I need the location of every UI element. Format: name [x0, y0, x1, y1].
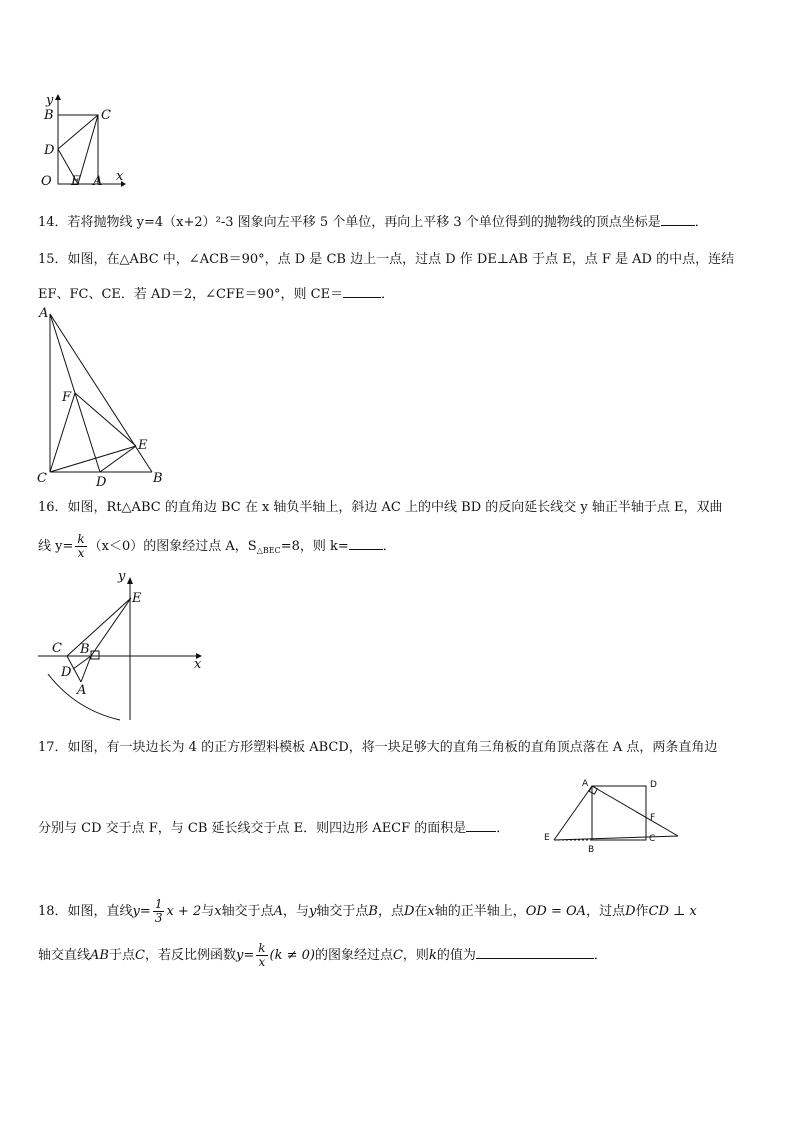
q13-label-A: A — [93, 174, 103, 189]
question-16-line2: 线 y= $\frac{k}{x}$ （x＜0）的图象经过点 A，$S_{\triangle BEC}=8$，则 k= ． — [38, 532, 396, 560]
q13-label-y: y — [46, 93, 54, 108]
q16-fraction: $\frac{k}{x}$ — [77, 532, 85, 560]
q17-answer-blank[interactable] — [466, 819, 496, 832]
question-17-line1: 17．如图，有一块边长为 4 的正方形塑料模板 ABCD，将一块足够大的直角三角板的直角顶点落在 A 点，两条直角边 — [38, 740, 718, 755]
question-17-line2: 分别与 CD 交于点 F，与 CB 延长线交于点 E．则四边形 AECF 的面积是 ． — [38, 821, 510, 836]
question-15-line1: 15．如图，在△ABC 中，∠ACB＝90°，点 D 是 CB 边上一点，过点 D 作 DE⊥AB 于点 E，点 F 是 AD 的中点，连结 — [38, 252, 735, 267]
q17-label-F: F — [650, 813, 656, 823]
q16-label-C: C — [52, 641, 62, 656]
q13-label-B: B — [44, 108, 54, 123]
q13-figure — [36, 92, 136, 192]
q16-label-D: D — [61, 665, 72, 680]
q17-label-A: A — [582, 779, 589, 789]
q16-label-B: B — [80, 642, 90, 657]
q18-fraction-2: $\frac{k}{x}$ — [258, 941, 266, 969]
q15-label-B: B — [153, 471, 163, 486]
q13-label-O: O — [41, 174, 52, 189]
q14-answer-blank[interactable] — [661, 213, 695, 226]
q13-label-E: E — [71, 174, 81, 189]
q17-label-B: B — [588, 845, 595, 855]
q16-label-E: E — [132, 591, 142, 606]
q18-answer-blank[interactable] — [476, 946, 594, 959]
q14-text: 14．若将抛物线 y=4（x+2）²-3 图象向左平移 5 个单位，再向上平移 3 个单位得到的抛物线的顶点坐标是 — [38, 215, 661, 230]
q15-label-C: C — [37, 471, 47, 486]
q13-label-D: D — [44, 143, 55, 158]
q13-label-C: C — [101, 108, 111, 123]
q17-figure — [536, 774, 686, 854]
question-18-line2: 轴交直线AB于点C，若反比例函数y= $\frac{k}{x}$ (k ≠ 0)的图象经过点C，则k的值为 ． — [38, 941, 607, 969]
question-18-line1: 18．如图，直线y= $\frac{1}{3}$ x + 2与x轴交于点A，与y轴交于点B，点D在x轴的正半轴上，OD = OA，过点D作CD ⊥ x — [38, 897, 697, 925]
q18-fraction: $\frac{1}{3}$ — [154, 897, 163, 925]
q15-figure — [36, 306, 176, 490]
q17-label-D: D — [650, 780, 657, 790]
q16-answer-blank[interactable] — [349, 537, 383, 550]
q15-answer-blank[interactable] — [343, 285, 381, 298]
question-15-line2: EF、FC、CE．若 AD＝2，∠CFE＝90°，则 CE＝ ． — [38, 287, 395, 302]
q15-label-F: F — [62, 390, 72, 405]
q17-label-C: C — [649, 834, 656, 844]
q16-label-x: x — [194, 657, 202, 672]
question-16-line1: 16．如图，Rt△ABC 的直角边 BC 在 x 轴负半轴上，斜边 AC 上的中线 BD 的反向延长线交 y 轴正半轴于点 E，双曲 — [38, 500, 723, 515]
q15-label-A: A — [39, 306, 49, 321]
q13-label-x: x — [116, 169, 124, 184]
q16-label-y: y — [118, 569, 126, 584]
q15-label-E: E — [138, 438, 148, 453]
q16-figure — [36, 570, 206, 725]
q17-label-E: E — [544, 833, 550, 843]
q15-label-D: D — [96, 475, 107, 490]
q16-label-A: A — [77, 683, 87, 698]
question-14: 14．若将抛物线 y=4（x+2）²-3 图象向左平移 5 个单位，再向上平移 3 个单位得到的抛物线的顶点坐标是 ． — [38, 215, 708, 230]
